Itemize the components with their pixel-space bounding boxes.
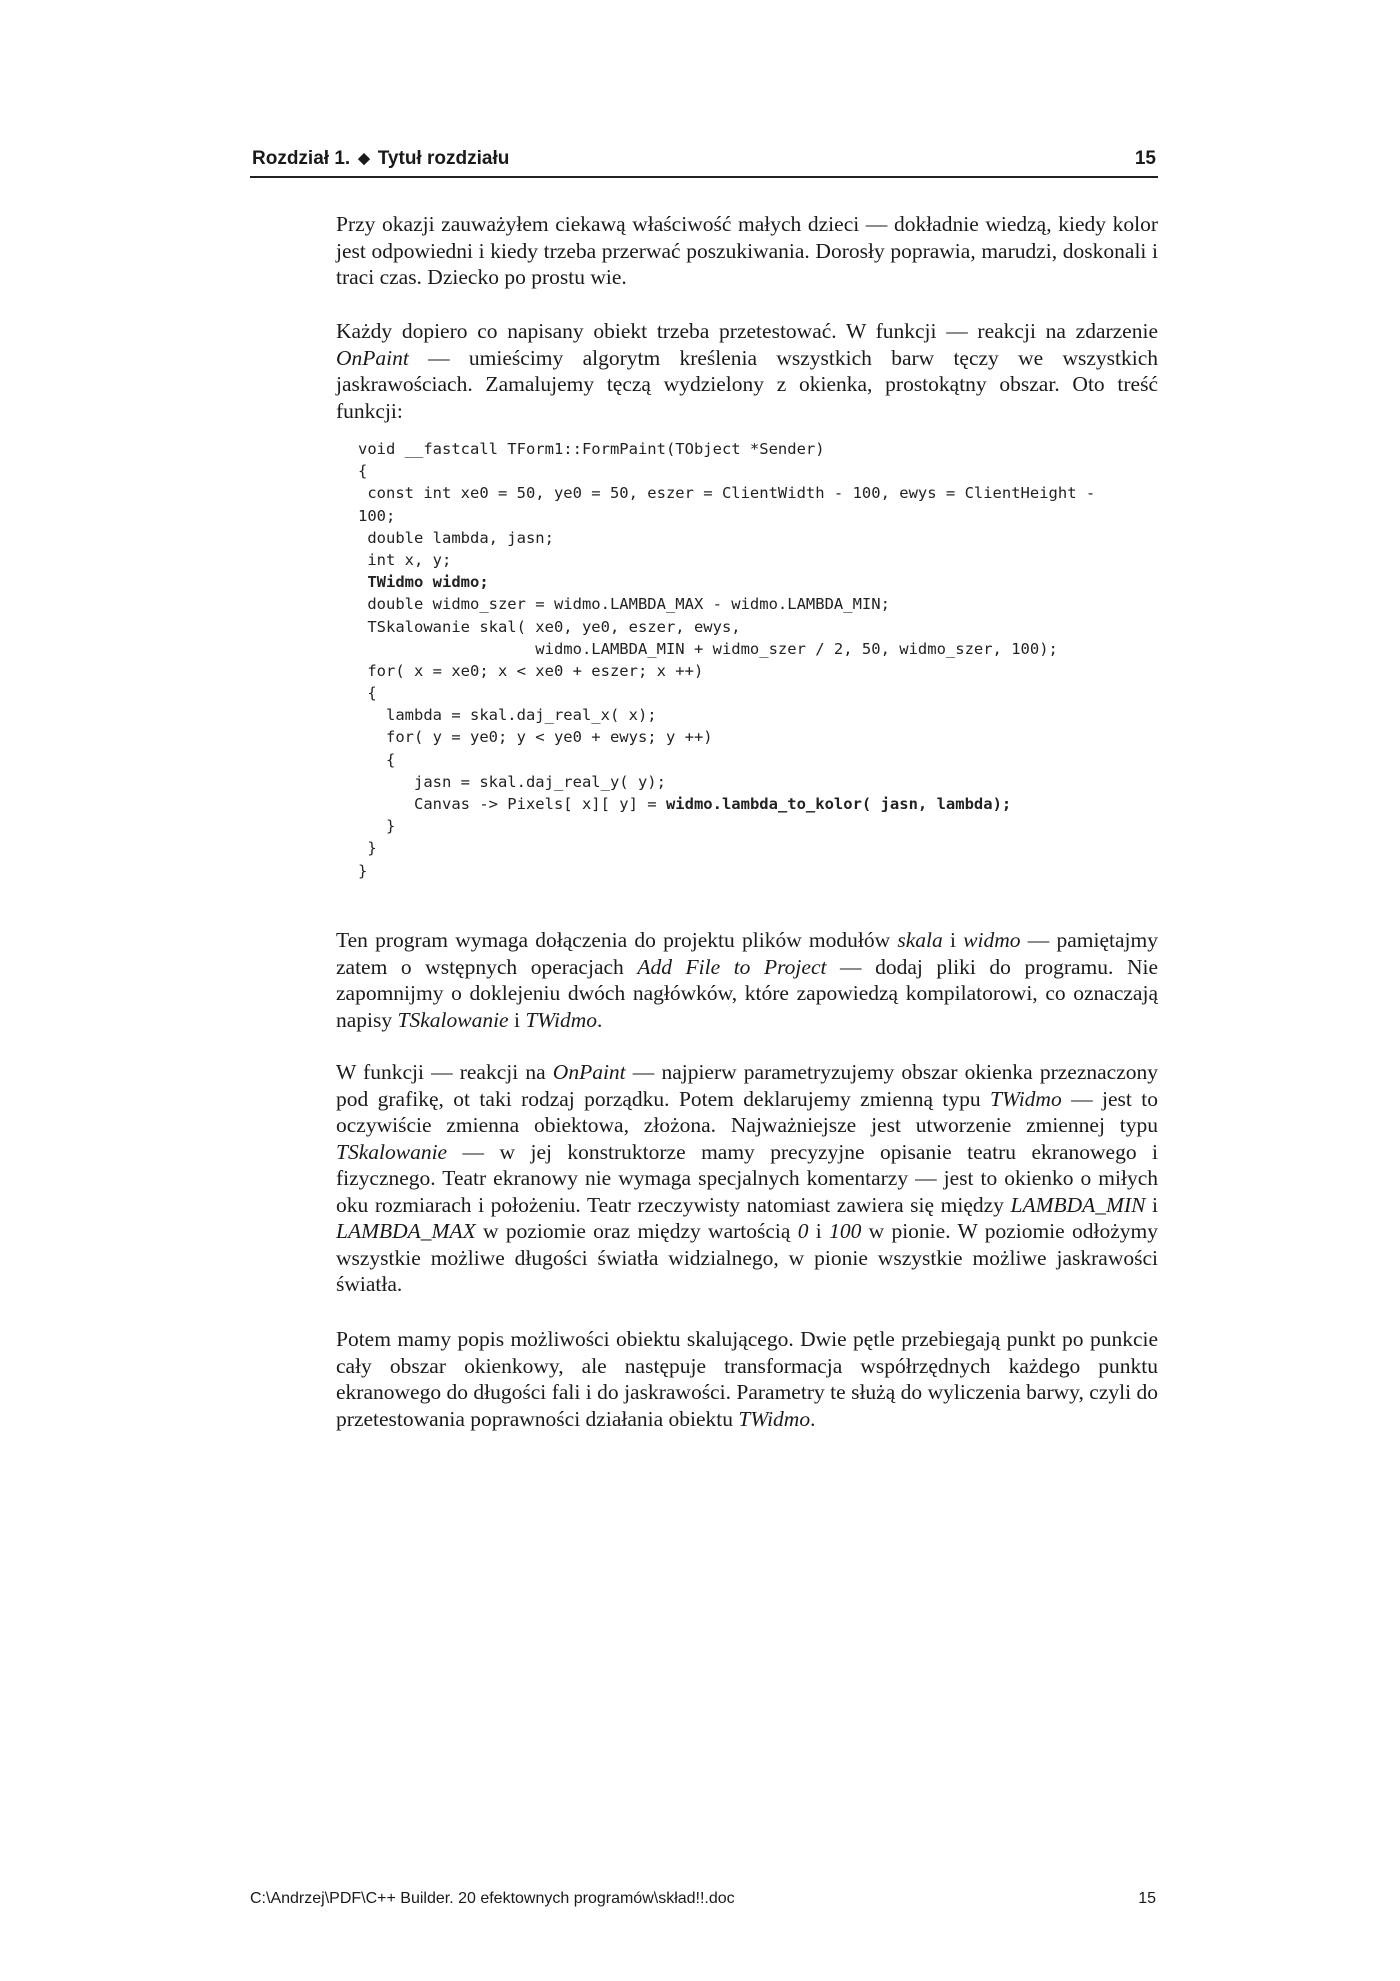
text-run: Potem mamy popis możliwości obiektu skalującego. Dwie pętle przebiegają punkt po punkcie cały obszar okienkowy, ale następuje transformacja współrzędnych każdego punktu ekranowego do długości fali i do jaskrawości. Parametry te służą do wyliczenia barwy, czyli do przetestowania poprawności działania obiektu [336, 1327, 1158, 1431]
code-segment: } [358, 839, 377, 858]
text-run: . [810, 1406, 816, 1431]
italic-term: 100 [829, 1219, 862, 1243]
text-run: i [1145, 1192, 1158, 1217]
italic-term: TSkalowanie [397, 1007, 509, 1032]
code-segment: int x, y; [358, 550, 452, 569]
code-segment: for( x = xe0; x < xe0 + eszer; x ++) [358, 661, 704, 680]
text-run: w poziomie oraz między wartością [475, 1219, 798, 1243]
footer-page-number: 15 [1138, 1890, 1156, 1907]
italic-term: TSkalowanie [336, 1139, 448, 1164]
code-segment: lambda = skal.daj_real_x( x); [358, 706, 657, 725]
code-segment: { [358, 684, 377, 703]
italic-term: skala [897, 928, 943, 952]
code-line [358, 837, 1158, 859]
page-header [250, 146, 1158, 178]
chapter-label: Rozdział 1. [252, 148, 351, 169]
code-line [358, 571, 1158, 593]
text-run: Ten program wymaga dołączenia do projektu plików modułów [336, 928, 898, 952]
italic-term: OnPaint [552, 1060, 626, 1084]
paragraph [336, 1326, 1158, 1432]
paragraph [336, 211, 1158, 291]
code-line [358, 749, 1158, 771]
code-segment: for( y = ye0; y < ye0 + ewys; y ++) [358, 728, 713, 747]
code-segment: TSkalowanie skal( xe0, ye0, eszer, ewys, [358, 617, 741, 636]
code-line [358, 549, 1158, 571]
text-run: — w jej konstruktorze mamy precyzyjne opisanie teatru ekranowego i fizycznego. Teatr ekranowy nie wymaga specjalnych komentarzy — jest to okienko o miłych oku rozmiarach i położeniu. Teatr rzeczywisty natomiast zawiera się między [336, 1139, 1158, 1217]
code-line [358, 505, 1158, 527]
code-line [358, 860, 1158, 882]
text-run: — umieścimy algorytm kreślenia wszystkich barw tęczy we wszystkich jaskrawościach. Zamalujemy tęczą wydzielony z okienka, prostokątny obszar. Oto treść funkcji: [336, 345, 1158, 423]
text-run: Każdy dopiero co napisany obiekt trzeba przetestować. W funkcji — reakcji na zdarzenie [336, 319, 1158, 343]
italic-term: TWidmo [990, 1086, 1062, 1111]
code-segment: widmo.LAMBDA_MIN + widmo_szer / 2, 50, widmo_szer, 100); [358, 639, 1058, 658]
code-segment: } [358, 817, 396, 836]
italic-term: LAMBDA_MIN [1010, 1192, 1146, 1217]
code-segment: } [358, 861, 368, 880]
code-segment: jasn = skal.daj_real_y( y); [358, 772, 666, 791]
paragraph [336, 927, 1158, 1033]
code-segment: { [358, 750, 396, 769]
code-line [358, 815, 1158, 837]
code-listing [358, 438, 1158, 882]
paragraph [336, 318, 1158, 424]
code-line [358, 726, 1158, 748]
italic-term: 0 [797, 1219, 809, 1243]
code-line [358, 438, 1158, 460]
code-line [358, 638, 1158, 660]
code-segment: { [358, 462, 368, 481]
code-line [358, 704, 1158, 726]
code-segment: double lambda, jasn; [358, 528, 554, 547]
text-run: — najpierw parametryzujemy obszar okienka przeznaczony pod grafikę, ot taki rodzaj porządku. Potem deklarujemy zmienną typu [336, 1060, 1158, 1111]
footer-file-path: C:\Andrzej\PDF\C++ Builder. 20 efektownych programów\skład!!.doc [250, 1890, 735, 1907]
code-line [358, 616, 1158, 638]
text-run: — pamiętajmy zatem o wstępnych operacjach [336, 928, 1158, 979]
text-run: i [508, 1007, 526, 1032]
paragraph [336, 1059, 1158, 1298]
italic-term: LAMBDA_MAX [336, 1219, 476, 1243]
code-line [358, 593, 1158, 615]
code-line [358, 460, 1158, 482]
code-segment: widmo.lambda_to_kolor( jasn, lambda); [665, 795, 1012, 813]
text-run: i [942, 928, 964, 952]
running-head [252, 148, 509, 170]
code-line [358, 682, 1158, 704]
text-run: . [597, 1007, 603, 1032]
diamond-separator-icon: ◆ [358, 150, 370, 167]
code-line [358, 771, 1158, 793]
code-line [358, 527, 1158, 549]
code-line [358, 660, 1158, 682]
italic-term: widmo [963, 928, 1021, 952]
header-page-number: 15 [1134, 148, 1156, 169]
code-segment: 100; [358, 506, 396, 525]
chapter-title: Tytuł rozdziału [377, 148, 510, 169]
code-segment: TWidmo widmo; [358, 573, 489, 592]
italic-term: TWidmo [525, 1007, 598, 1032]
page-footer [250, 1890, 1158, 1908]
text-run: W funkcji — reakcji na [336, 1060, 553, 1084]
italic-term: Add File to Project [637, 954, 827, 979]
text-run: w pionie. W poziomie odłożymy wszystkie możliwe długości światła widzialnego, w pionie wszystkie możliwe jaskrawości światła. [336, 1219, 1158, 1296]
code-segment: Canvas -> Pixels[ x][ y] = [358, 795, 666, 813]
code-segment: void __fastcall TForm1::FormPaint(TObject *Sender) [358, 440, 825, 458]
code-segment: double widmo_szer = widmo.LAMBDA_MAX - widmo.LAMBDA_MIN; [358, 595, 890, 614]
code-line [358, 793, 1158, 815]
code-segment: const int xe0 = 50, ye0 = 50, eszer = ClientWidth - 100, ewys = ClientHeight - [358, 484, 1096, 503]
code-line [358, 482, 1158, 504]
text-run: — dodaj pliki do programu. Nie zapomnijmy o doklejeniu dwóch nagłówków, które zapowiedzą kompilatorowi, co oznaczają napisy [336, 954, 1158, 1032]
italic-term: TWidmo [738, 1406, 811, 1431]
text-run: i [808, 1219, 830, 1243]
text-run: — jest to oczywiście zmienna obiektowa, złożona. Najważniejsze jest utworzenie zmiennej typu [336, 1086, 1158, 1137]
italic-term: OnPaint [336, 345, 409, 370]
text-run: Przy okazji zauważyłem ciekawą właściwość małych dzieci — dokładnie wiedzą, kiedy kolor jest odpowiedni i kiedy trzeba przerwać poszukiwania. Dorosły poprawia, marudzi, doskonali i traci czas. Dziecko po prostu wie. [336, 212, 1158, 289]
